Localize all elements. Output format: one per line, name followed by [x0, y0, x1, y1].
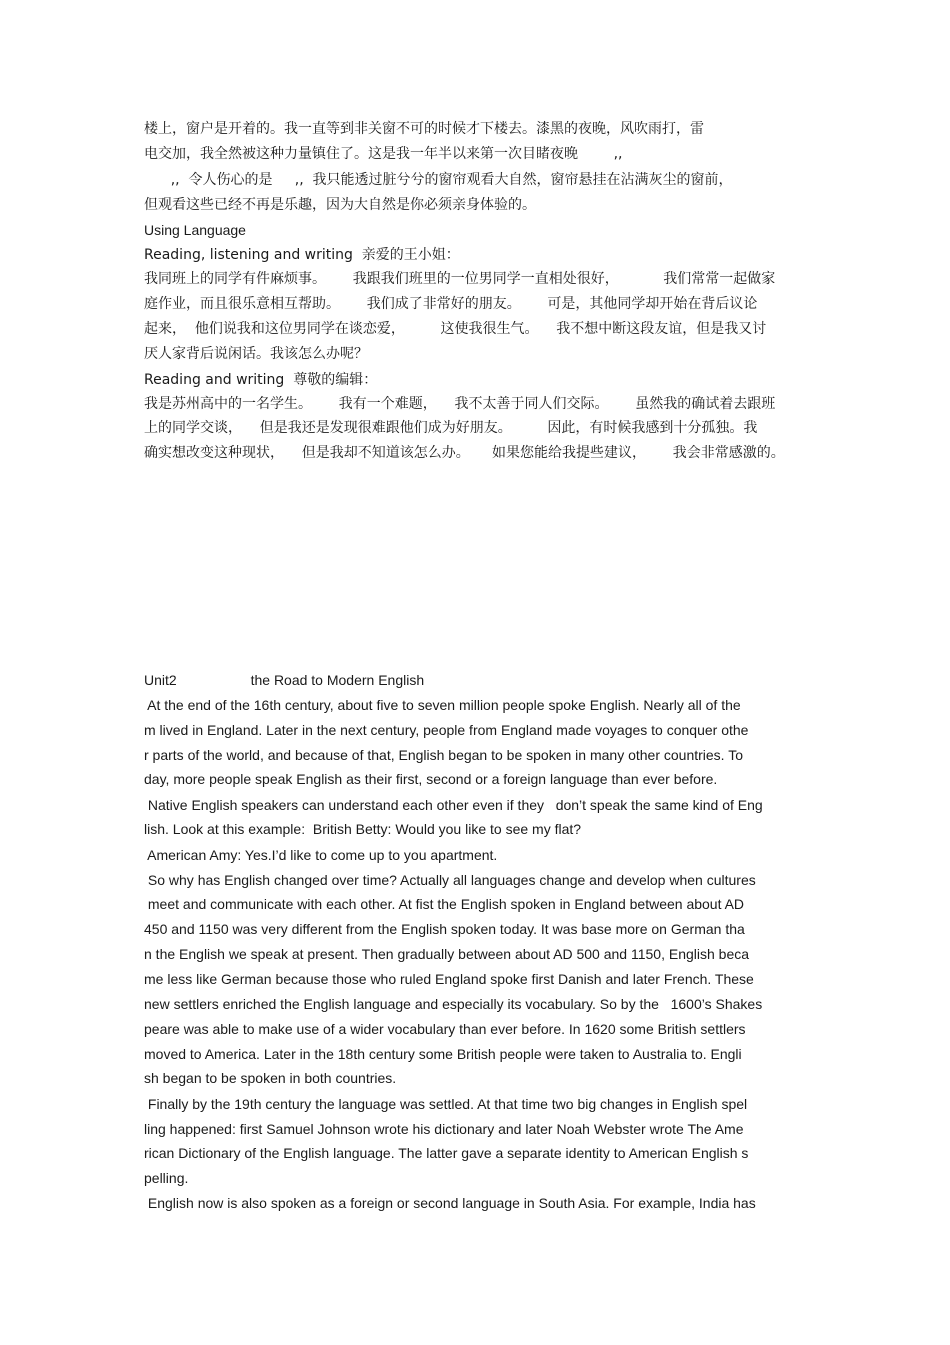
chinese-line-14: 确实想改变这种现状， 但是我却不知道该怎么办。 如果您能给我提些建议， 我会非常感激的。 [144, 445, 785, 461]
english-line-22: English now is also spoken as a foreign or second language in South Asia. For example, India has [144, 1195, 756, 1211]
chinese-line-2: 电交加，我全然被这种力量镇住了。这是我一年半以来第一次目睹夜晚 ,, [144, 146, 623, 162]
chinese-line-4: 但观看这些已经不再是乐趣，因为大自然是你必须亲身体验的。 [144, 197, 536, 213]
chinese-line-3: ,, 令人伤心的是 ,, 我只能透过脏兮兮的窗帘观看大自然，窗帘悬挂在沾满灰尘的窗前， [144, 172, 733, 188]
english-line-6: Native English speakers can understand each other even if they don’t speak the same kind of Eng [144, 797, 763, 813]
chinese-line-9: 起来， 他们说我和这位男同学在谈恋爱， 这使我很生气。 我不想中断这段友谊，但是我又讨 [144, 321, 767, 337]
english-line-16: moved to America. Later in the 18th century some British people were taken to Australia to. Engli [144, 1046, 742, 1062]
english-line-18: Finally by the 19th century the language was settled. At that time two big changes in English spel [144, 1096, 748, 1112]
english-line-13: me less like German because those who ruled England spoke first Danish and later French. These [144, 971, 754, 987]
english-line-14: new settlers enriched the English language and especially its vocabulary. So by the 1600’s Shakes [144, 996, 763, 1012]
english-line-3: m lived in England. Later in the next century, people from England made voyages to conquer othe [144, 722, 749, 738]
english-line-21: pelling. [144, 1170, 189, 1186]
chinese-line-8: 庭作业，而且很乐意相互帮助。 我们成了非常好的朋友。 可是，其他同学却开始在背后议论 [144, 296, 758, 312]
english-line-5: day, more people speak English as their first, second or a foreign language than ever before. [144, 771, 718, 787]
letter-heading-1: Reading, listening and writing 亲爱的王小姐： [144, 247, 460, 263]
chinese-line-1: 楼上，窗户是开着的。我一直等到非关窗不可的时候才下楼去。漆黑的夜晚，风吹雨打，雷 [144, 121, 704, 137]
english-line-20: rican Dictionary of the English language. The latter gave a separate identity to American English s [144, 1145, 749, 1161]
letter-heading-2: Reading and writing 尊敬的编辑： [144, 372, 378, 388]
chinese-line-12: 我是苏州高中的一名学生。 我有一个难题， 我不太善于同人们交际。 虽然我的确试着去跟班 [144, 396, 776, 412]
english-line-15: peare was able to make use of a wider vocabulary than ever before. In 1620 some British settlers [144, 1021, 746, 1037]
english-line-7: lish. Look at this example: British Betty: Would you like to see my flat? [144, 821, 582, 837]
english-line-19: ling happened: first Samuel Johnson wrote his dictionary and later Noah Webster wrote The Ame [144, 1121, 744, 1137]
english-line-12: n the English we speak at present. Then gradually between about AD 500 and 1150, English beca [144, 946, 750, 962]
section-heading-using-language: Using Language [144, 222, 246, 238]
english-line-11: 450 and 1150 was very different from the English spoken today. It was base more on German tha [144, 921, 745, 937]
english-line-8: American Amy: Yes.I’d like to come up to you apartment. [144, 847, 498, 863]
english-line-2: At the end of the 16th century, about five to seven million people spoke English. Nearly all of the [144, 697, 741, 713]
chinese-line-7: 我同班上的同学有件麻烦事。 我跟我们班里的一位男同学一直相处很好， 我们常常一起做家 [144, 271, 776, 287]
chinese-line-10: 厌人家背后说闲话。我该怎么办呢？ [144, 346, 368, 362]
english-line-4: r parts of the world, and because of that, English began to be spoken in many other countries. To [144, 747, 743, 763]
english-line-9: So why has English changed over time? Actually all languages change and develop when cultures [144, 872, 756, 888]
english-line-10: meet and communicate with each other. At fist the English spoken in England between about AD [144, 896, 745, 912]
english-line-17: sh began to be spoken in both countries. [144, 1070, 397, 1086]
chinese-line-13: 上的同学交谈， 但是我还是发现很难跟他们成为好朋友。 因此，有时候我感到十分孤独。我 [144, 420, 758, 436]
unit-title: Unit2 the Road to Modern English [144, 672, 425, 688]
